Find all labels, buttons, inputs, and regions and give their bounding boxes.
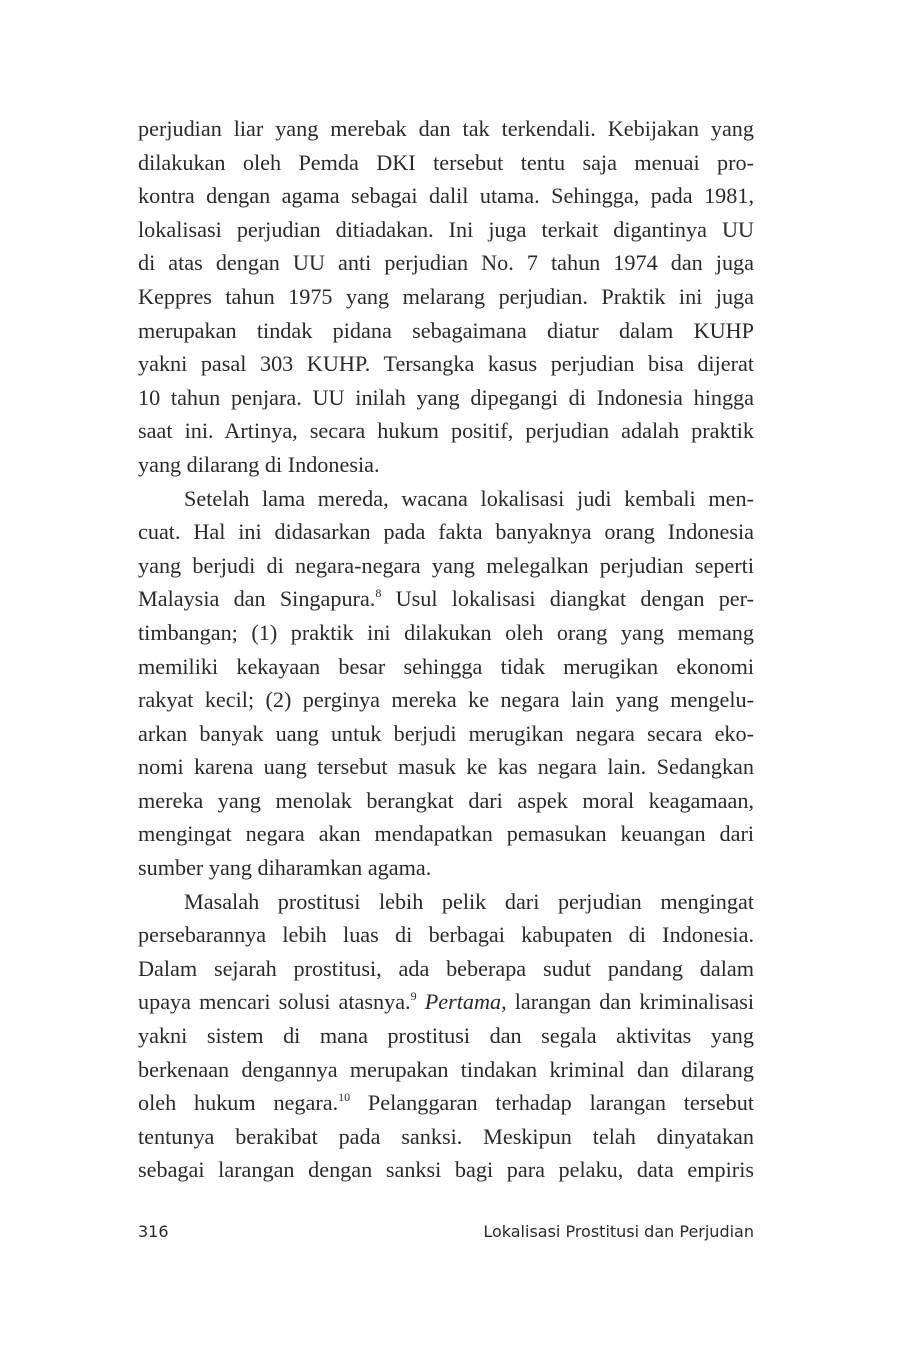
text-line: berkenaan dengannya merupakan tindakan kriminal dan dilarang	[138, 1056, 754, 1082]
paragraph-1	[138, 112, 754, 482]
text-segment: upaya mencari solusi atasnya.	[138, 989, 411, 1015]
text-line: cuat. Hal ini didasarkan pada fakta banyaknya orang Indonesia	[138, 519, 754, 545]
text-segment: Malaysia dan Singapura.	[138, 586, 376, 612]
text-line: rakyat kecil; (2) perginya mereka ke negara lain yang mengelu-	[138, 687, 754, 713]
text-line	[138, 582, 754, 616]
text-line: tentunya berakibat pada sanksi. Meskipun telah dinyatakan	[138, 1123, 754, 1149]
footnote-ref-10: 10	[338, 1090, 351, 1105]
text-line	[138, 985, 754, 1019]
text-line: mereka yang menolak berangkat dari aspek moral keagamaan,	[138, 787, 754, 813]
text-line: sumber yang diharamkan agama.	[138, 855, 432, 881]
text-line: perjudian liar yang merebak dan tak terkendali. Kebijakan yang	[138, 116, 754, 141]
text-line: persebarannya lebih luas di berbagai kabupaten di Indonesia.	[138, 922, 754, 948]
text-line: lokalisasi perjudian ditiadakan. Ini juga terkait digantinya UU	[138, 216, 754, 242]
paragraph-3	[138, 885, 754, 1187]
footnote-ref-8: 8	[375, 586, 382, 601]
text-line: timbangan; (1) praktik ini dilakukan oleh orang yang memang	[138, 619, 754, 645]
text-line: yang berjudi di negara-negara yang melegalkan perjudian seperti	[138, 552, 754, 578]
paragraph-2	[138, 482, 754, 885]
text-line: arkan banyak uang untuk berjudi merugikan negara secara eko-	[138, 720, 754, 746]
text-line	[138, 1086, 754, 1120]
text-segment: oleh hukum negara.	[138, 1090, 339, 1116]
text-segment: , larangan dan kriminalisasi	[501, 989, 755, 1015]
text-line: yakni pasal 303 KUHP. Tersangka kasus perjudian bisa dijerat	[138, 351, 754, 377]
text-segment: Pelanggaran terhadap larangan tersebut	[350, 1090, 755, 1116]
italic-term: Pertama	[424, 989, 502, 1015]
page-footer	[138, 1222, 754, 1246]
text-line: sebagai larangan dengan sanksi bagi para pelaku, data empiris	[138, 1157, 754, 1183]
body-text	[138, 112, 754, 1187]
text-line: nomi karena uang tersebut masuk ke kas negara lain. Sedangkan	[138, 754, 754, 780]
running-title: Lokalisasi Prostitusi dan Perjudian	[483, 1222, 754, 1241]
page-number: 316	[138, 1222, 169, 1241]
text-line: Dalam sejarah prostitusi, ada beberapa sudut pandang dalam	[138, 955, 754, 981]
text-line: merupakan tindak pidana sebagaimana diatur dalam KUHP	[138, 317, 754, 343]
text-line: Masalah prostitusi lebih pelik dari perjudian mengingat	[184, 888, 754, 914]
text-line: Setelah lama mereda, wacana lokalisasi judi kembali men-	[184, 485, 754, 511]
text-line: saat ini. Artinya, secara hukum positif, perjudian adalah praktik	[138, 418, 754, 444]
text-line: Keppres tahun 1975 yang melarang perjudian. Praktik ini juga	[138, 283, 754, 309]
text-line: memiliki kekayaan besar sehingga tidak merugikan ekonomi	[138, 653, 754, 679]
text-segment: Usul lokalisasi diangkat dengan per-	[381, 586, 754, 612]
text-line: 10 tahun penjara. UU inilah yang dipegangi di Indonesia hingga	[138, 384, 754, 410]
text-line: di atas dengan UU anti perjudian No. 7 tahun 1974 dan juga	[138, 250, 754, 276]
text-line: yang dilarang di Indonesia.	[138, 451, 380, 477]
text-line: yakni sistem di mana prostitusi dan segala aktivitas yang	[138, 1023, 754, 1049]
footnote-ref-9: 9	[410, 989, 417, 1004]
text-line: kontra dengan agama sebagai dalil utama. Sehingga, pada 1981,	[138, 183, 754, 209]
text-line: dilakukan oleh Pemda DKI tersebut tentu saja menuai pro-	[138, 149, 754, 175]
text-line: mengingat negara akan mendapatkan pemasukan keuangan dari	[138, 821, 754, 847]
